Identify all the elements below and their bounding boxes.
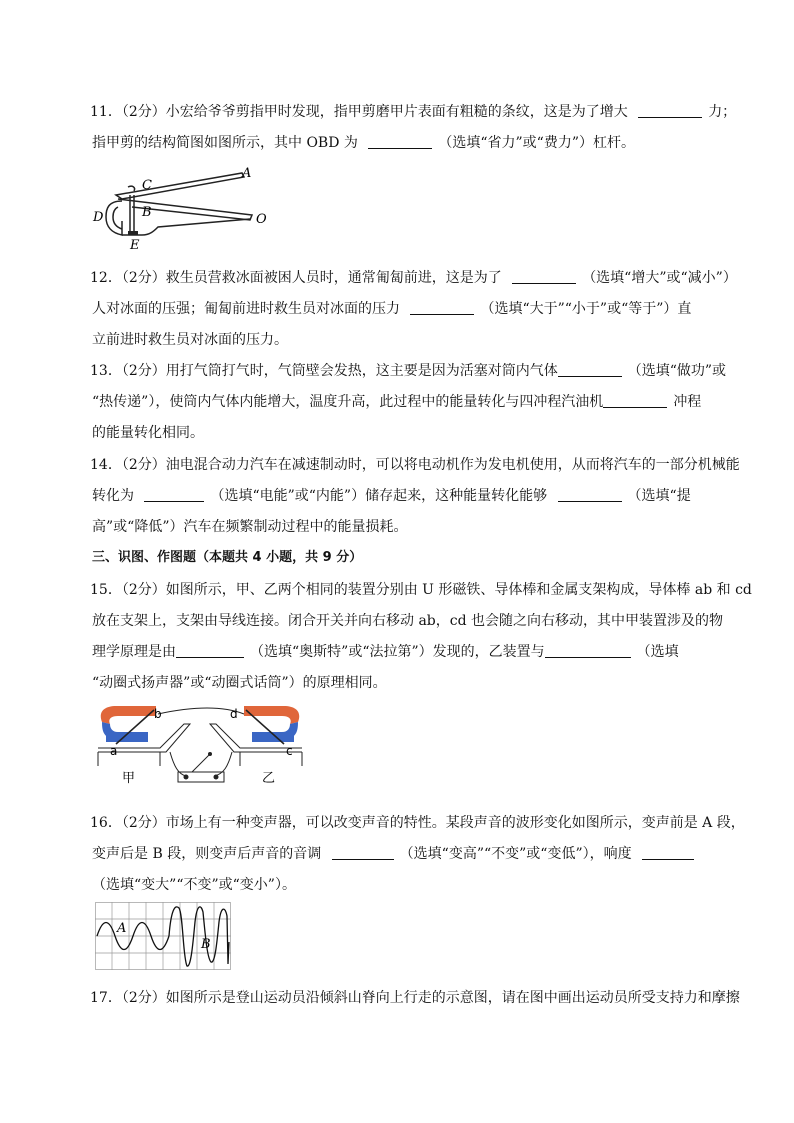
q14-line-1: 14．（2分）油电混合动力汽车在减速制动时，可以将电动机作为发电机使用，从而将汽车的一部分机械能 bbox=[90, 457, 740, 473]
q15-label-a: a bbox=[110, 744, 118, 758]
q15-label-c: c bbox=[286, 744, 293, 758]
q15-line-3: 理学原理是由 （选填“奥斯特”或“法拉第”）发现的，乙装置与 （选填 bbox=[92, 644, 679, 660]
q15-label-jia: 甲 bbox=[122, 771, 136, 786]
q11-number: 11．（2分） bbox=[90, 104, 166, 120]
q14-blank-1[interactable] bbox=[144, 487, 204, 502]
q14-blank-2[interactable] bbox=[558, 487, 622, 502]
q11-line-2: 指甲剪的结构简图如图所示，其中 OBD 为 （选填“省力”或“费力”）杠杆。 bbox=[92, 135, 635, 151]
q15-line-4: “动圈式扬声器”或“动圈式话筒”）的原理相同。 bbox=[92, 675, 387, 691]
q11-label-e: E bbox=[130, 238, 140, 253]
q16-blank-1[interactable] bbox=[332, 845, 394, 860]
q12-line-2: 人对冰面的压强；匍匐前进时救生员对冰面的压力 （选填“大于”“小于”或“等于”）直 bbox=[92, 301, 692, 317]
q12-number: 12．（2分） bbox=[90, 270, 166, 286]
q14-line-3: 高”或“降低”）汽车在频繁制动过程中的能量损耗。 bbox=[92, 519, 408, 535]
q15-blank-1[interactable] bbox=[176, 643, 244, 658]
q12-blank-1[interactable] bbox=[512, 269, 576, 284]
q15-label-yi: 乙 bbox=[262, 771, 276, 786]
q13-line-3: 的能量转化相同。 bbox=[92, 425, 204, 441]
q15-label-d: d bbox=[230, 707, 238, 721]
q12-line-1: 12．（2分）救生员营救冰面被困人员时，通常匍匐前进，这是为了 （选填“增大”或“减小”） bbox=[90, 270, 737, 286]
q16-number: 16．（2分） bbox=[90, 815, 166, 831]
section-3-header: 三、识图、作图题（本题共 4 小题，共 9 分） bbox=[92, 550, 363, 565]
q14-number: 14．（2分） bbox=[90, 457, 166, 473]
q13-blank-1[interactable] bbox=[558, 362, 622, 377]
q15-blank-2[interactable] bbox=[545, 643, 631, 658]
q11-line-1: 11．（2分）小宏给爷爷剪指甲时发现，指甲剪磨甲片表面有粗糙的条纹，这是为了增大 力； bbox=[90, 104, 737, 120]
electromagnetic-apparatus-figure bbox=[94, 702, 314, 788]
q13-blank-2[interactable] bbox=[603, 393, 667, 408]
q16-line-1: 16．（2分）市场上有一种变声器，可以改变声音的特性。某段声音的波形变化如图所示，变声前是 A 段， bbox=[90, 815, 745, 831]
q17-line-1: 17．（2分）如图所示是登山运动员沿倾斜山脊向上行走的示意图，请在图中画出运动员所受支持力和摩擦 bbox=[90, 990, 740, 1006]
q11-label-o: O bbox=[256, 212, 267, 227]
waveform-figure bbox=[95, 902, 231, 970]
q12-line-3: 立前进时救生员对冰面的压力。 bbox=[92, 332, 288, 348]
q15-line-2: 放在支架上，支架由导线连接。闭合开关并向右移动 ab，cd 也会随之向右移动，其中甲装置涉及的物 bbox=[92, 613, 724, 629]
q16-blank-2[interactable] bbox=[642, 845, 694, 860]
q11-blank-2[interactable] bbox=[368, 134, 432, 149]
q16-line-3: （选填“变大”“不变”或“变小”）。 bbox=[92, 877, 296, 893]
q17-number: 17．（2分） bbox=[90, 990, 166, 1006]
q13-line-2: “热传递”），使筒内气体内能增大，温度升高，此过程中的能量转化与四冲程汽油机 冲程 bbox=[92, 394, 702, 410]
q15-line-1: 15．（2分）如图所示，甲、乙两个相同的装置分别由 U 形磁铁、导体棒和金属支架构成，导体棒 ab 和 cd bbox=[90, 582, 752, 598]
q12-blank-2[interactable] bbox=[410, 300, 474, 315]
q11-label-a: A bbox=[242, 166, 252, 181]
q13-line-1: 13．（2分）用打气筒打气时，气筒壁会发热，这主要是因为活塞对筒内气体 （选填“做功”或 bbox=[90, 363, 727, 379]
q11-label-d: D bbox=[93, 210, 104, 225]
q11-label-c: C bbox=[142, 178, 152, 193]
q11-blank-1[interactable] bbox=[638, 103, 702, 118]
q16-line-2: 变声后是 B 段，则变声后声音的音调 （选填“变高”“不变”或“变低”），响度 bbox=[92, 844, 694, 864]
nail-clipper-figure bbox=[92, 165, 272, 253]
q15-label-b: b bbox=[154, 707, 162, 721]
q16-label-a: A bbox=[117, 921, 127, 936]
q15-number: 15．（2分） bbox=[90, 582, 166, 598]
q11-label-b: B bbox=[142, 205, 152, 220]
q14-line-2: 转化为 （选填“电能”或“内能”）储存起来，这种能量转化能够 （选填“提 bbox=[92, 488, 691, 504]
q13-number: 13．（2分） bbox=[90, 363, 166, 379]
q16-label-b: B bbox=[201, 937, 211, 952]
